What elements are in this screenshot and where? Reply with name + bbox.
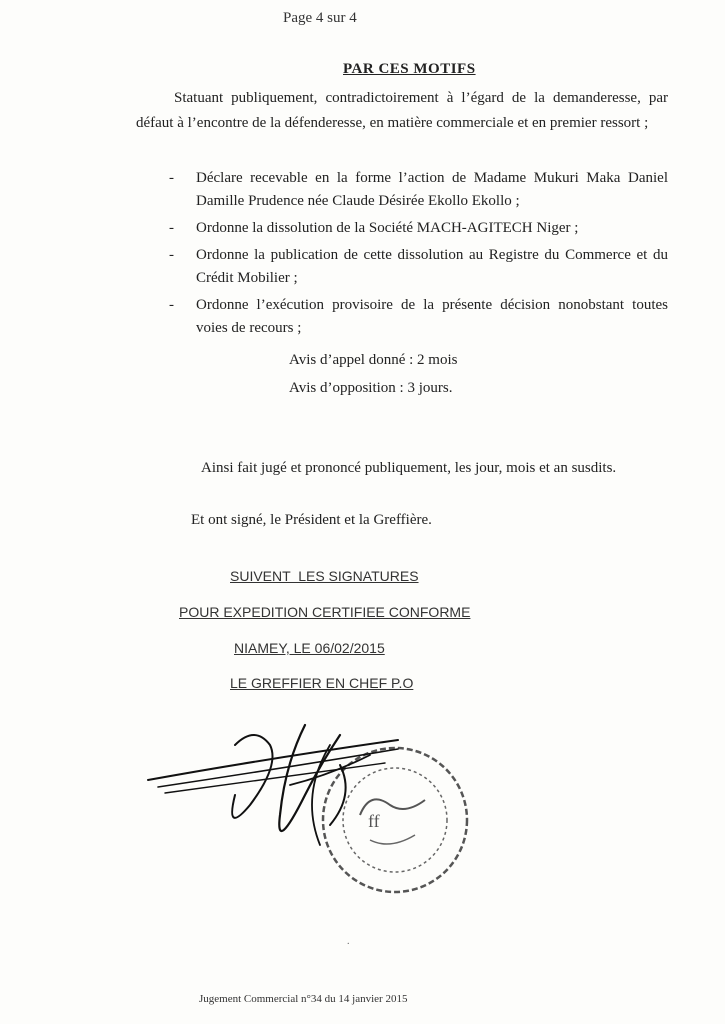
- closing-statement: Ainsi fait jugé et prononcé publiquement, les jour, mois et an susdits.: [201, 460, 617, 476]
- decision-item: [136, 167, 668, 213]
- certification-line-4: LE GREFFIER EN CHEF P.O: [230, 675, 414, 691]
- signed-statement: Et ont signé, le Président et la Greffière.: [191, 512, 432, 528]
- certification-line-3: NIAMEY, LE 06/02/2015: [234, 640, 385, 656]
- decision-list: [136, 167, 668, 344]
- official-seal-stamp: [323, 748, 467, 892]
- decision-text: Déclare recevable en la forme l’action de Madame Mukuri Maka Daniel Damille Prudence née Claude Désirée Ekollo Ekollo ;: [196, 170, 668, 209]
- footer-reference: Jugement Commercial n°34 du 14 janvier 2015: [199, 993, 408, 1005]
- decision-item: [136, 217, 668, 240]
- list-dash: -: [169, 247, 174, 263]
- appeal-delay: Avis d’appel donné : 2 mois: [289, 352, 458, 368]
- section-heading: PAR CES MOTIFS: [343, 61, 476, 77]
- intro-paragraph: Statuant publiquement, contradictoirement à l’égard de la demanderesse, par défaut à l’encontre de la défenderesse, en matière commerciale et en premier ressort ;: [136, 90, 668, 131]
- opposition-delay: Avis d’opposition : 3 jours.: [289, 380, 453, 396]
- decision-item: [136, 294, 668, 340]
- decision-item: [136, 244, 668, 290]
- certification-line-2: POUR EXPEDITION CERTIFIEE CONFORME: [179, 604, 471, 620]
- decision-text: Ordonne l’exécution provisoire de la présente décision nonobstant toutes voies de recours ;: [196, 297, 668, 336]
- list-dash: -: [169, 220, 174, 236]
- certification-line-1: SUIVENT LES SIGNATURES: [230, 568, 419, 584]
- list-dash: -: [169, 297, 174, 313]
- decision-text: Ordonne la publication de cette dissolution au Registre du Commerce et du Crédit Mobilier ;: [196, 247, 668, 286]
- decision-text: Ordonne la dissolution de la Société MACH-AGITECH Niger ;: [196, 220, 579, 236]
- page-mark: .: [347, 936, 350, 947]
- svg-text:ff: ff: [368, 811, 380, 831]
- list-dash: -: [169, 170, 174, 186]
- page-number: Page 4 sur 4: [283, 10, 357, 26]
- signature-and-seal: [140, 705, 500, 905]
- handwritten-signature: [148, 725, 398, 845]
